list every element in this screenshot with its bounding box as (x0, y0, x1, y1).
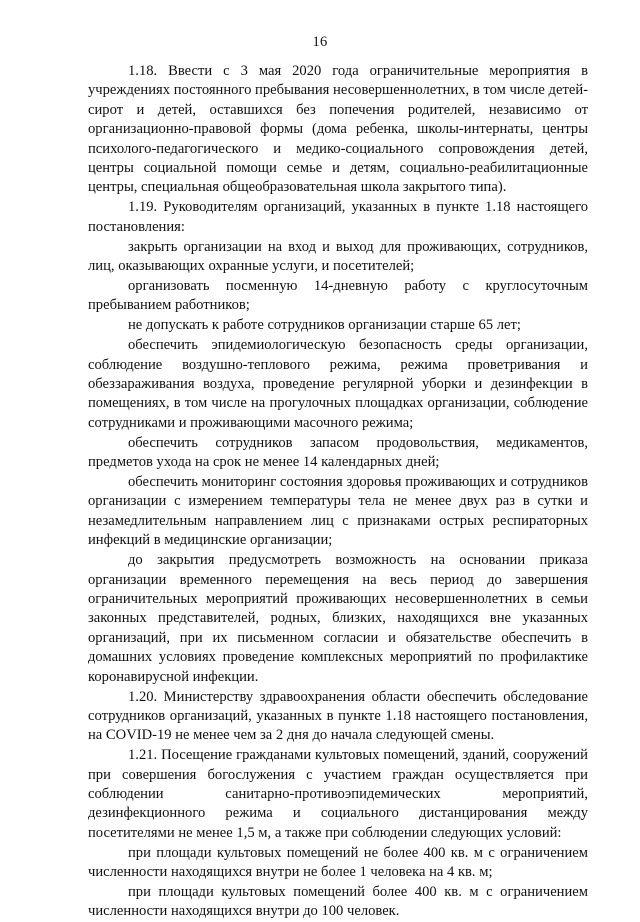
page-number: 16 (312, 34, 328, 50)
paragraph-1-20: 1.20. Министерству здравоохранения области обеспечить обследование сотрудников организаций, указанных в пункте 1.18 настоящего постановления, на COVID-19 не менее чем за 2 дня до начала следующей смены. (88, 688, 588, 744)
paragraph-1-18: 1.18. Ввести с 3 мая 2020 года ограничительные мероприятия в учреждениях постоянного пребывания несовершеннолетних, в том числе детей-сирот и детей, оставшихся без попечения родителей, независимо от организационно-правовой формы (дома ребенка, школы-интернаты, центры психолого-педагогического и медико-социального сопровождения детей, центры социальной помощи семье и детям, социально-реабилитационные центры, специальная общеобразовательная школа закрытого типа). (88, 63, 588, 196)
list-item-health-monitoring: обеспечить мониторинг состояния здоровья проживающих и сотрудников организации с измерением температуры тела не менее двух раз в сутки и незамедлительным направлением лиц с признаками острых респираторных инфекций в медицинские организации; (88, 474, 588, 549)
list-item-supplies: обеспечить сотрудников запасом продовольствия, медикаментов, предметов ухода на срок не менее 14 календарных дней; (88, 434, 588, 471)
list-item-close-entry: закрыть организации на вход и выход для проживающих, сотрудников, лиц, оказывающих охранные услуги, и посетителей; (88, 238, 588, 275)
list-item-large-premises: при площади культовых помещений более 400 кв. м с ограничением численности находящихся внутри до 100 человек. (88, 884, 588, 920)
document-body (88, 62, 588, 922)
paragraph-1-21: 1.21. Посещение гражданами культовых помещений, зданий, сооружений при совершения богослужения с участием граждан осуществляется при соблюдении санитарно-противоэпидемических мероприятий, дезинфекционного режима и социального дистанцирования между посетителями не менее 1,5 м, а также при соблюдении следующих условий: (88, 747, 588, 841)
list-item-small-premises: при площади культовых помещений не более 400 кв. м с ограничением численности находящихся внутри не более 1 человека на 4 кв. м; (88, 844, 588, 881)
list-item-relocation: до закрытия предусмотреть возможность на основании приказа организации временного перемещения на весь период до завершения ограничительных мероприятий проживающих несовершеннолетних в семьи законных представителей, родных, близких, находящихся вне указанных организаций, при их письменном согласии и обязательстве обеспечить в домашних условиях проведение комплексных мероприятий по профилактике коронавирусной инфекции. (88, 552, 588, 685)
list-item-age-limit: не допускать к работе сотрудников организации старше 65 лет; (128, 317, 521, 334)
paragraph-1-19: 1.19. Руководителям организаций, указанных в пункте 1.18 настоящего постановления: (88, 199, 588, 235)
list-item-shift-work: организовать посменную 14-дневную работу с круглосуточным пребыванием работников; (88, 277, 588, 314)
list-item-epidemiological-safety: обеспечить эпидемиологическую безопасность среды организации, соблюдение воздушно-теплового режима, режима проветривания и обеззараживания воздуха, проведение регулярной уборки и дезинфекции в помещениях, в том числе на прогулочных площадках организации, соблюдение сотрудниками и проживающими масочного режима; (88, 337, 588, 431)
